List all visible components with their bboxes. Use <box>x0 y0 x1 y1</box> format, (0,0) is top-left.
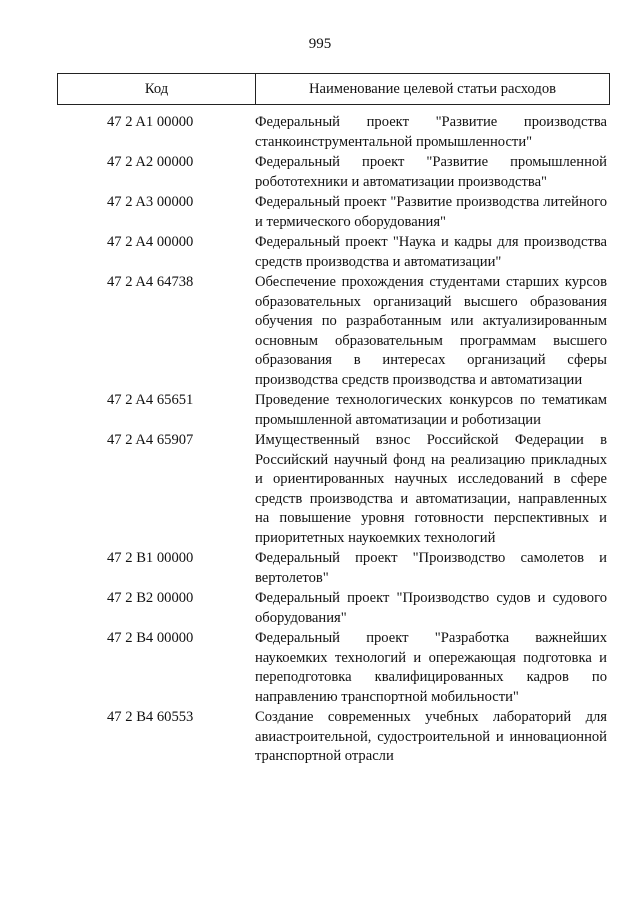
table-row <box>57 708 610 767</box>
row-code: 47 2 B4 60553 <box>107 709 194 725</box>
row-name: Федеральный проект "Развитие производства станкоинструментальной промышленности" <box>255 114 607 150</box>
table-row <box>57 113 610 152</box>
row-code: 47 2 A4 64738 <box>107 274 194 290</box>
row-name: Создание современных учебных лабораторий для авиастроительной, судостроительной и инновационной транспортной отрасли <box>255 709 607 764</box>
row-name: Федеральный проект "Развитие промышленной робототехники и автоматизации производства" <box>255 154 607 190</box>
header-code: Код <box>58 74 256 104</box>
table-row <box>57 549 610 588</box>
row-code: 47 2 B1 00000 <box>107 550 194 566</box>
row-code: 47 2 A4 00000 <box>107 234 194 250</box>
row-name: Федеральный проект "Производство самолетов и вертолетов" <box>255 550 607 586</box>
row-name: Федеральный проект "Производство судов и судового оборудования" <box>255 590 607 626</box>
row-code: 47 2 A4 65651 <box>107 392 194 408</box>
table-header <box>57 73 610 105</box>
table-row <box>57 273 610 390</box>
header-name: Наименование целевой статьи расходов <box>308 80 557 97</box>
row-name: Обеспечение прохождения студентами старших курсов образовательных организаций высшего образования обучения по разработанным или актуализированным основным образовательным программам высшего образования в интересах организаций сферы производства средств производства и автоматизации <box>255 274 607 388</box>
row-name: Федеральный проект "Наука и кадры для производства средств производства и автоматизации" <box>255 234 607 270</box>
row-code: 47 2 A3 00000 <box>107 194 194 210</box>
page-number: 995 <box>308 36 332 52</box>
row-code: 47 2 A4 65907 <box>107 432 194 448</box>
table-row <box>57 391 610 430</box>
row-code: 47 2 A2 00000 <box>107 154 194 170</box>
row-code: 47 2 B4 00000 <box>107 630 194 646</box>
row-name: Имущественный взнос Российской Федерации в Российский научный фонд на реализацию прикладных и ориентированных научных исследований в сфере средств производства и автоматизации, направленных на повышение уровня готовности перспективных и приоритетных наукоемких технологий <box>255 432 607 546</box>
table-row <box>57 629 610 707</box>
table-body <box>57 113 610 768</box>
table-row <box>57 431 610 548</box>
row-name: Федеральный проект "Развитие производства литейного и термического оборудования" <box>255 194 607 230</box>
table-row <box>57 193 610 232</box>
table-row <box>57 589 610 628</box>
table-row <box>57 153 610 192</box>
row-code: 47 2 B2 00000 <box>107 590 194 606</box>
table-row <box>57 233 610 272</box>
row-code: 47 2 A1 00000 <box>107 114 194 130</box>
row-name: Федеральный проект "Разработка важнейших наукоемких технологий и опережающая подготовка и переподготовка квалифицированных кадров по направлению транспортной мобильности" <box>255 630 607 705</box>
row-name: Проведение технологических конкурсов по тематикам промышленной автоматизации и роботизации <box>255 392 607 428</box>
